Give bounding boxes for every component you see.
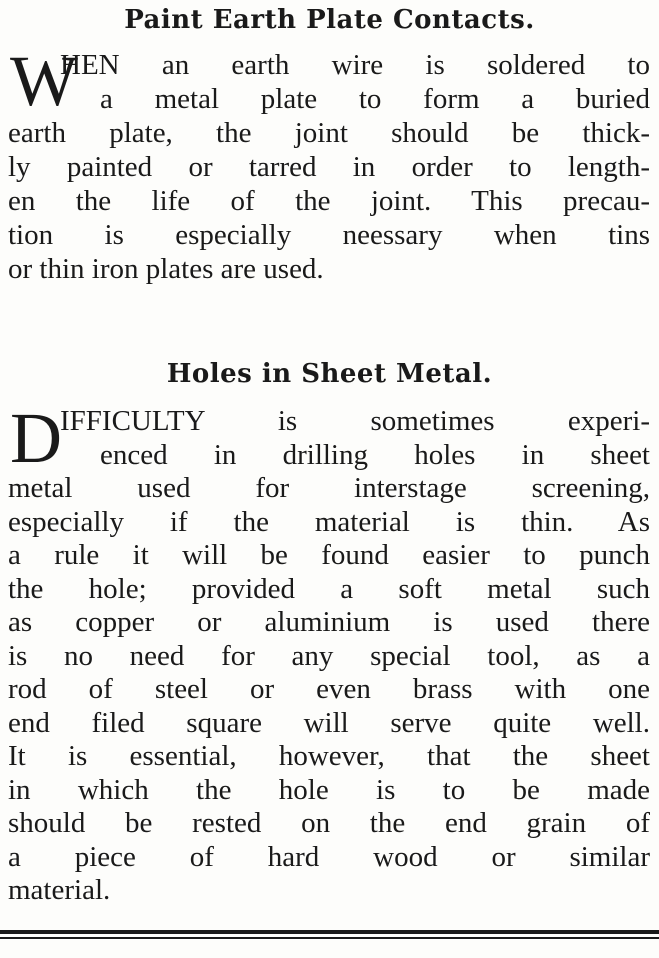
article-2-line: metal used for interstage screening, [8,472,650,504]
article-2-line: rod of steel or even brass with one [8,673,650,705]
rule-thin [0,937,659,939]
article-2-line: the hole; provided a soft metal such [8,572,650,605]
article-1-title: Paint Earth Plate Contacts. [124,5,535,35]
article-2-line: in which the hole is to be made [8,773,650,806]
article-1-body [8,41,650,286]
article-1-line: HEN an earth wire is soldered to [60,49,650,81]
article-1-line: ly painted or tarred in order to length- [8,151,650,183]
article-1-line: tion is especially neessary when tins [8,219,650,251]
column-end-rule [0,930,659,939]
article-2-body [8,398,650,908]
article-1-line: earth plate, the joint should be thick- [8,117,650,149]
article-1-line: or thin iron plates are used. [8,253,324,285]
article-2-line: a rule it will be found easier to punch [8,539,650,571]
article-2-title: Holes in Sheet Metal. [166,359,493,389]
article-2-drop-cap: D [10,398,62,478]
article-2-line: It is essential, however, that the sheet [8,740,650,772]
article-2-line: end filed square will serve quite well. [8,706,650,739]
article-2-line: material. [8,874,111,906]
article-2-line: a piece of hard wood or similar [8,840,650,873]
rule-thick [0,930,659,934]
article-2-line: IFFICULTY is sometimes experi- [60,405,650,437]
article-2-line: as copper or aluminium is used there [8,606,650,638]
article-1-line: a metal plate to form a buried [100,83,650,115]
article-2-line: is no need for any special tool, as a [8,639,650,672]
article-2-line: especially if the material is thin. As [8,505,650,538]
article-1-line: en the life of the joint. This precau- [8,185,650,217]
article-1-drop-cap: W [10,41,78,121]
article-2-line: enced in drilling holes in sheet [100,438,650,471]
article-2-line: should be rested on the end grain of [8,807,650,839]
